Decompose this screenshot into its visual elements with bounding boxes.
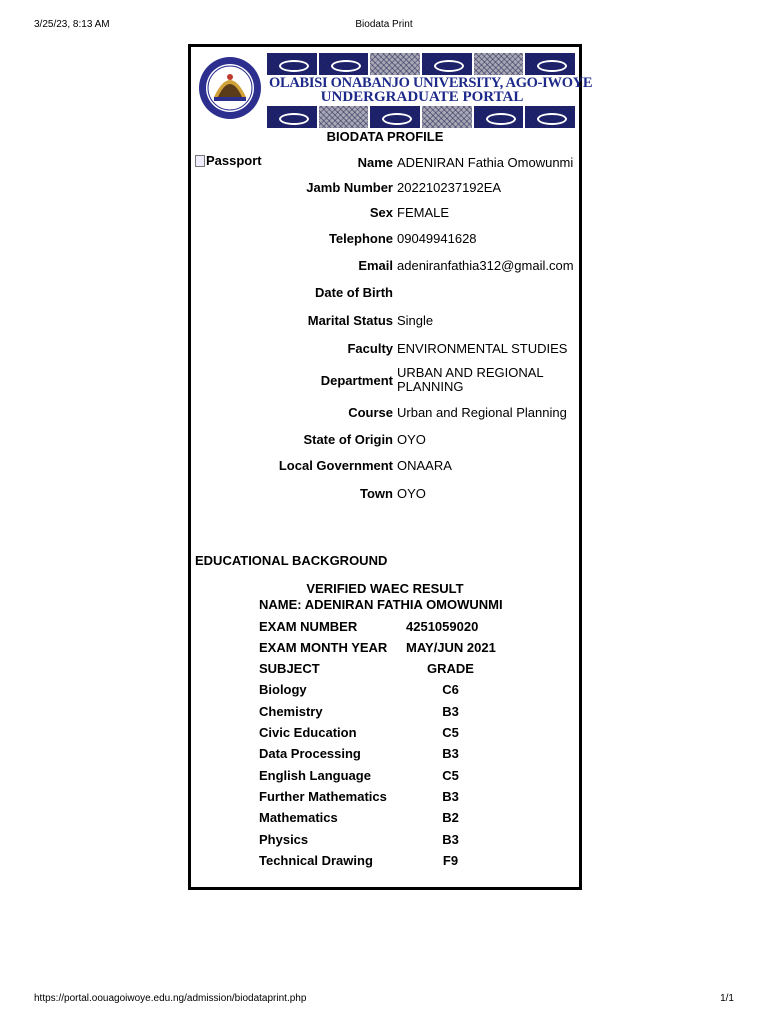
field-value: 202210237192EA — [397, 180, 502, 195]
university-name: OLABISI ONABANJO UNIVERSITY, AGO-IWOYE — [269, 75, 593, 91]
page-number: 1/1 — [720, 993, 734, 1004]
field-label: Telephone — [328, 231, 393, 246]
subject-header: SUBJECT — [259, 661, 320, 676]
field-value: ENVIRONMENTAL STUDIES — [397, 341, 568, 356]
subject-name: Further Mathematics — [259, 789, 387, 804]
subject-name: Physics — [259, 832, 309, 847]
field-label: Town — [360, 486, 393, 501]
field-label: Local Government — [278, 458, 393, 473]
waec-result-title: VERIFIED WAEC RESULT — [306, 581, 464, 596]
field-value: ONAARA — [397, 458, 452, 473]
subject-grade: B3 — [442, 746, 459, 761]
subject-grade: B3 — [442, 704, 459, 719]
field-label: Department — [320, 373, 393, 388]
field-value: URBAN AND REGIONAL PLANNING — [397, 366, 544, 394]
field-value: 09049941628 — [397, 231, 477, 246]
subject-name: Biology — [259, 682, 307, 697]
university-logo-icon — [197, 55, 263, 121]
subject-grade: F9 — [442, 853, 459, 868]
field-value: OYO — [397, 486, 426, 501]
broken-image-icon — [195, 155, 205, 167]
subject-name: Chemistry — [259, 704, 323, 719]
field-label: Faculty — [347, 341, 393, 356]
waec-candidate-name: NAME: ADENIRAN FATHIA OMOWUNMI — [259, 597, 503, 612]
subject-name: English Language — [259, 768, 371, 783]
field-value: Urban and Regional Planning — [397, 405, 567, 420]
subject-grade: B2 — [442, 810, 459, 825]
print-footer — [0, 993, 768, 1007]
banner-pattern-bottom — [267, 106, 575, 128]
biodata-card — [188, 44, 593, 890]
field-value: ADENIRAN Fathia Omowunmi — [397, 155, 574, 170]
field-label: Jamb Number — [306, 180, 393, 195]
print-header — [0, 19, 768, 33]
university-banner — [197, 51, 593, 127]
subject-grade: B3 — [442, 832, 459, 847]
educational-background-title: EDUCATIONAL BACKGROUND — [195, 553, 388, 568]
field-label: Email — [358, 258, 393, 273]
banner-pattern-top — [267, 53, 575, 75]
exam-month-label: EXAM MONTH YEAR — [259, 640, 388, 655]
field-label: Date of Birth — [315, 285, 393, 300]
subject-grade: B3 — [442, 789, 459, 804]
subject-grade: C5 — [442, 768, 459, 783]
field-label: Name — [357, 155, 393, 170]
grade-header: GRADE — [427, 661, 474, 676]
subject-name: Civic Education — [259, 725, 357, 740]
passport-alt-text: Passport — [206, 153, 262, 168]
field-value: Single — [397, 313, 434, 328]
subject-grade: C5 — [442, 725, 459, 740]
field-label: State of Origin — [303, 432, 393, 447]
field-label: Sex — [369, 205, 393, 220]
portal-name: UNDERGRADUATE PORTAL — [320, 89, 524, 105]
print-url: https://portal.oouagoiwoye.edu.ng/admission/biodataprint.php — [34, 993, 307, 1004]
print-title: Biodata Print — [355, 19, 413, 30]
field-label: Marital Status — [307, 313, 393, 328]
exam-month-value: MAY/JUN 2021 — [406, 640, 496, 655]
field-value: adeniranfathia312@gmail.com — [397, 258, 574, 273]
subject-name: Data Processing — [259, 746, 361, 761]
subject-grade: C6 — [442, 682, 459, 697]
biodata-profile-title: BIODATA PROFILE — [326, 129, 444, 144]
field-value: OYO — [397, 432, 426, 447]
subject-name: Mathematics — [259, 810, 338, 825]
print-date: 3/25/23, 8:13 AM — [34, 19, 110, 30]
exam-number-value: 4251059020 — [406, 619, 479, 634]
subject-name: Technical Drawing — [259, 853, 373, 868]
field-value: FEMALE — [397, 205, 450, 220]
passport-photo — [195, 153, 263, 169]
exam-number-label: EXAM NUMBER — [259, 619, 358, 634]
field-label: Course — [348, 405, 393, 420]
